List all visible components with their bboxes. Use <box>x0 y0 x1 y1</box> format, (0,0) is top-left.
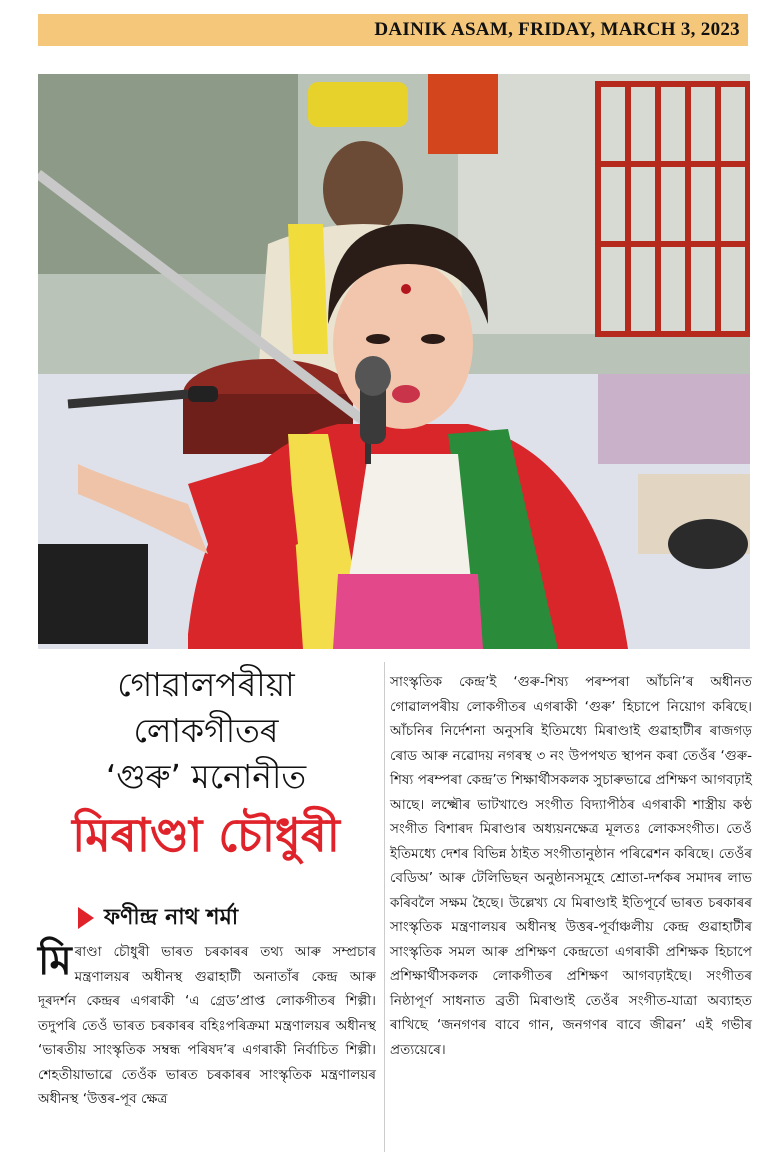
article-text-right: সাংস্কৃতিক কেন্দ্ৰ’ই ‘গুৰু-শিষ্য পৰম্পৰা আঁচনি’ৰ অধীনত গোৱালপৰীয় লোকগীতৰ এগৰাকী ‘গুৰু’ হিচাপে নিয়োগ কৰিছে। আঁচনিৰ নিৰ্দেশনা অনুসৰি ইতিমধ্যে মিৰাণ্ডাই গুৱাহাটীৰ ৰাজগড় ৰোড আৰু নৱোদয় নগৰস্থ ৩ নং উপপথত স্থাপন কৰা তেওঁৰ ‘গুৰু-শিষ্য পৰম্পৰা কেন্দ্ৰ’ত শিক্ষাৰ্থীসকলক সুচাৰুভাৱে প্ৰশিক্ষণ আগবঢ়াই আছে। লক্ষ্মৌৰ ভাটখাণ্ডে সংগীত বিদ্যাপীঠৰ এগৰাকী শাস্ত্ৰীয় কণ্ঠ সংগীত বিশাৰদ মিৰাণ্ডাৰ অধ্যয়নক্ষেত্ৰ মূলতঃ লোকসংগীত। তেওঁ ইতিমধ্যে দেশৰ বিভিন্ন ঠাইত সংগীতানুষ্ঠান পৰিৱেশন কৰিছে। তেওঁৰ বেডিঅ’ আৰু টেলিভিছন অনুষ্ঠানসমূহে শ্ৰোতা-দৰ্শকৰ সমাদৰ লাভ কৰিবলৈ সক্ষম হৈছে। উল্লেখ্য যে মিৰাণ্ডাই ইতিপূৰ্বে ভাৰত চৰকাৰৰ সাংস্কৃতিক মন্ত্ৰণালয়ৰ অধীনস্থ উত্তৰ-পূৰ্বাঞ্চলীয় কেন্দ্ৰ গুৱাহাটীৰ সাংস্কৃতিক সমল আৰু প্ৰশিক্ষণ কেন্দ্ৰতো এগৰাকী প্ৰশিক্ষক হিচাপে প্ৰশিক্ষাৰ্থীসকলক লোকগীতৰ প্ৰশিক্ষণ আগবঢ়াইছে। সংগীতৰ নিষ্ঠাপূৰ্ণ সাধনাত ব্ৰতী মিৰাণ্ডাই তেওঁৰ সংগীত-যাত্ৰা অব্যাহত ৰাখিছে ‘জনগণৰ বাবে গান, জনগণৰ বাবে জীৱন’ এই গভীৰ প্ৰত্যয়েৰে। <box>390 674 752 1058</box>
article-column-left <box>38 940 376 1112</box>
article-column-right <box>390 670 752 1062</box>
article-headline <box>38 662 374 868</box>
column-divider <box>384 662 385 1152</box>
headline-line-1: গোৱালপৰীয়া <box>117 665 295 704</box>
author-byline <box>78 898 374 938</box>
author-name: ফণীন্দ্ৰ নাথ শৰ্মা <box>104 904 239 930</box>
drop-cap: মি <box>38 938 72 984</box>
singer-performance-photo <box>38 74 750 649</box>
headline-subject-name: মিৰাণ্ডা চৌধুৰী <box>72 808 340 862</box>
masthead-dateline: DAINIK ASAM, FRIDAY, MARCH 3, 2023 <box>374 19 740 40</box>
headline-line-2: লোকগীতৰ <box>133 711 279 750</box>
play-arrow-icon <box>78 907 94 929</box>
headline-line-3: ‘গুৰু’ মনোনীত <box>105 757 307 796</box>
article-text-left: ৰাণ্ডা চৌধুৰী ভাৰত চৰকাৰৰ তথ্য আৰু সম্প্ৰচাৰ মন্ত্ৰণালয়ৰ অধীনস্থ গুৱাহাটী অনাতাঁৰ কেন্দ্ৰ আৰু দূৰদৰ্শন কেন্দ্ৰৰ এগৰাকী ‘এ গ্ৰেড’প্ৰাপ্ত লোকগীতৰ শিল্পী। তদুপৰি তেওঁ ভাৰত চৰকাৰৰ বহিঃপৰিক্ৰমা মন্ত্ৰণালয়ৰ অধীনস্থ ‘ভাৰতীয় সাংস্কৃতিক সম্বন্ধ পৰিষদ’ৰ এগৰাকী নিৰ্বাচিত শিল্পী। শেহতীয়াভাৱে তেওঁক ভাৰত চৰকাৰৰ সাংস্কৃতিক মন্ত্ৰণালয়ৰ অধীনস্থ ‘উত্তৰ-পূব ক্ষেত্ৰ <box>38 944 376 1107</box>
masthead-banner <box>38 14 748 46</box>
